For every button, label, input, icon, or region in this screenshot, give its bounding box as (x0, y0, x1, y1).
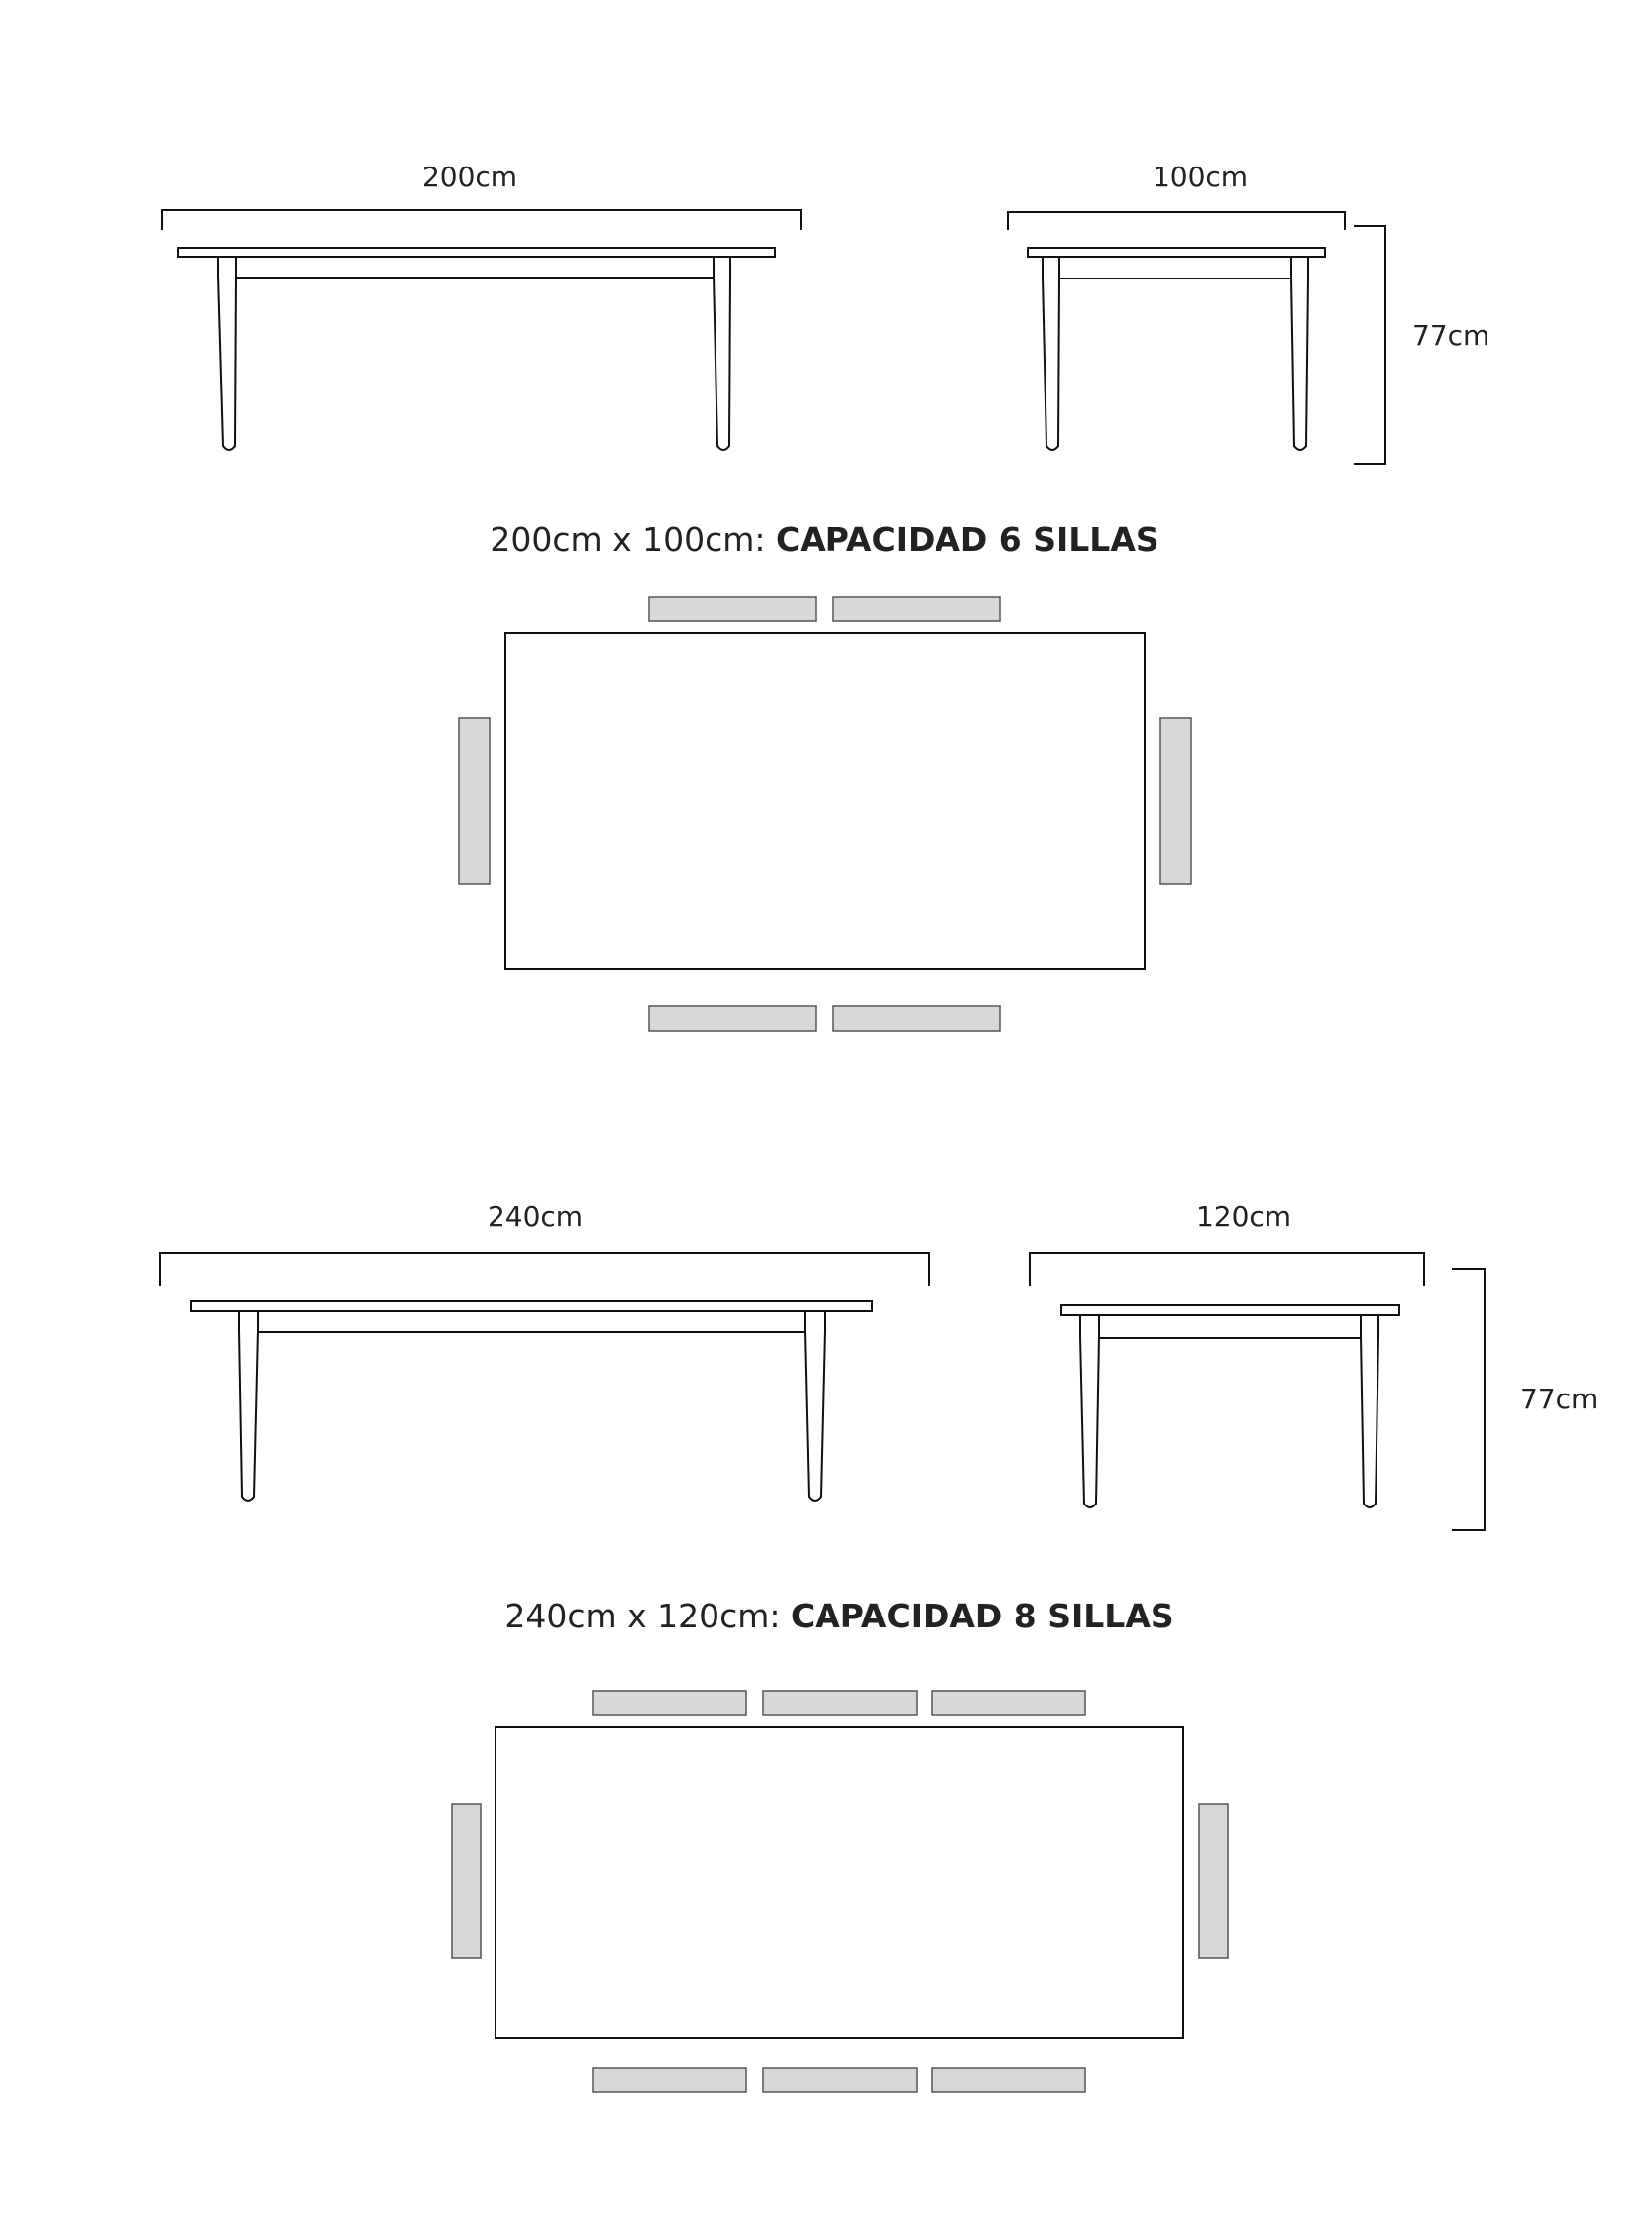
heading-dimensions: 200cm x 100cm: (490, 520, 777, 559)
chair (932, 1691, 1085, 1715)
length-bracket (162, 210, 801, 230)
chair (932, 2068, 1085, 2092)
height-label: 77cm (1520, 1383, 1598, 1415)
table-side-view-short (1061, 1305, 1399, 1507)
heading-capacity: CAPACIDAD 6 SILLAS (776, 520, 1159, 559)
set-1-heading (490, 520, 1158, 559)
height-bracket (1354, 226, 1385, 464)
length-bracket (160, 1253, 929, 1286)
width-bracket (1008, 212, 1345, 230)
table-top-plan (505, 633, 1145, 969)
width-label: 100cm (1152, 161, 1249, 193)
chair (459, 718, 490, 884)
set-1-plan-view (459, 597, 1191, 1031)
table-side-view-long (178, 248, 775, 450)
heading-dimensions: 240cm x 120cm: (504, 1597, 792, 1635)
chair (593, 1691, 746, 1715)
chair (593, 2068, 746, 2092)
width-label: 120cm (1195, 1200, 1292, 1233)
width-bracket (1030, 1253, 1424, 1286)
height-label: 77cm (1412, 319, 1490, 352)
chair (649, 597, 816, 621)
set-2-plan-view (452, 1691, 1228, 2092)
chair (763, 1691, 917, 1715)
chair (1160, 718, 1191, 884)
chair (833, 597, 1000, 621)
set-1-elevations (162, 161, 1489, 464)
table-side-view-short (1028, 248, 1325, 450)
set-2-heading (504, 1597, 1173, 1635)
chair (763, 2068, 917, 2092)
set-2-elevations (160, 1200, 1597, 1530)
length-label: 200cm (421, 161, 518, 193)
length-label: 240cm (487, 1200, 584, 1233)
table-side-view-long (191, 1301, 872, 1501)
heading-capacity: CAPACIDAD 8 SILLAS (791, 1597, 1174, 1635)
chair (452, 1804, 481, 1958)
chair (649, 1006, 816, 1031)
chair (833, 1006, 1000, 1031)
table-top-plan (496, 1727, 1183, 2038)
height-bracket (1452, 1269, 1485, 1530)
chair (1199, 1804, 1228, 1958)
